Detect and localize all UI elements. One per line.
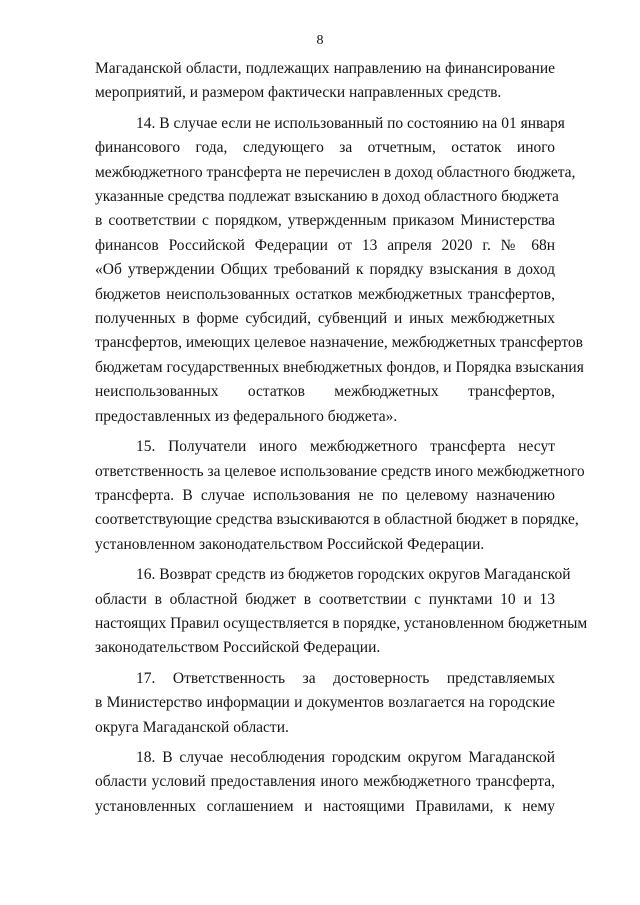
text-line: области условий предоставления иного межбюджетного трансферта, — [95, 773, 555, 791]
text-line: неиспользованных остатков межбюджетных трансфертов, — [95, 383, 555, 401]
text-line: финансового года, следующего за отчетным, остаток иного — [95, 139, 555, 157]
text-line: ответственность за целевое использование средств иного межбюджетного — [95, 462, 585, 480]
text-line: в соответствии с порядком, утвержденным приказом Министерства — [95, 212, 555, 230]
text-line: 16. Возврат средств из бюджетов городских округов Магаданской — [136, 566, 571, 584]
paragraph-18 — [95, 746, 555, 819]
paragraph-16 — [95, 563, 588, 661]
text-line: 17. Ответственность за достоверность представляемых — [136, 669, 555, 687]
text-line: 14. В случае если не использованный по состоянию на 01 января — [136, 114, 565, 132]
paragraph-17 — [95, 667, 555, 740]
text-line: соответствующие средства взыскиваются в областной бюджет в порядке, — [95, 511, 579, 529]
page-number: 8 — [316, 33, 324, 48]
text-line: трансфертов, имеющих целевое назначение, межбюджетных трансфертов — [95, 334, 583, 352]
text-line: области в областной бюджет в соответствии с пунктами 10 и 13 — [95, 590, 555, 608]
text-line: полученных в форме субсидий, субвенций и иных межбюджетных — [95, 310, 555, 328]
text-line: 18. В случае несоблюдения городским округом Магаданской — [136, 748, 555, 766]
text-line: законодательством Российской Федерации. — [95, 639, 381, 657]
document-body — [95, 57, 588, 825]
text-line: настоящих Правил осуществляется в порядке, установленном бюджетным — [95, 614, 588, 632]
paragraph-15 — [95, 435, 585, 557]
text-line: мероприятий, и размером фактически направленных средств. — [95, 84, 502, 102]
paragraph-14 — [95, 112, 584, 429]
text-line: трансферта. В случае использования не по целевому назначению — [95, 486, 555, 504]
text-line: указанные средства подлежат взысканию в доход областного бюджета — [95, 188, 559, 206]
text-line: предоставленных из федерального бюджета». — [95, 407, 398, 425]
paragraph-13-continuation — [95, 57, 555, 106]
text-line: в Министерство информации и документов возлагается на городские — [95, 694, 555, 712]
text-line: установленных соглашением и настоящими Правилами, к нему — [95, 797, 555, 815]
text-line: финансов Российской Федерации от 13 апреля 2020 г. № 68н — [95, 236, 555, 254]
text-line: округа Магаданской области. — [95, 718, 289, 736]
text-line: «Об утверждении Общих требований к порядку взыскания в доход — [95, 261, 555, 279]
text-line: установленном законодательством Российской Федерации. — [95, 535, 485, 553]
text-line: Магаданской области, подлежащих направлению на финансирование — [95, 60, 555, 77]
text-line: бюджетам государственных внебюджетных фондов, и Порядка взыскания — [95, 358, 584, 376]
text-line: 15. Получатели иного межбюджетного трансферта несут — [136, 438, 555, 456]
text-line: бюджетов неиспользованных остатков межбюджетных трансфертов, — [95, 285, 555, 303]
text-line: межбюджетного трансферта не перечислен в доход областного бюджета, — [95, 163, 576, 181]
